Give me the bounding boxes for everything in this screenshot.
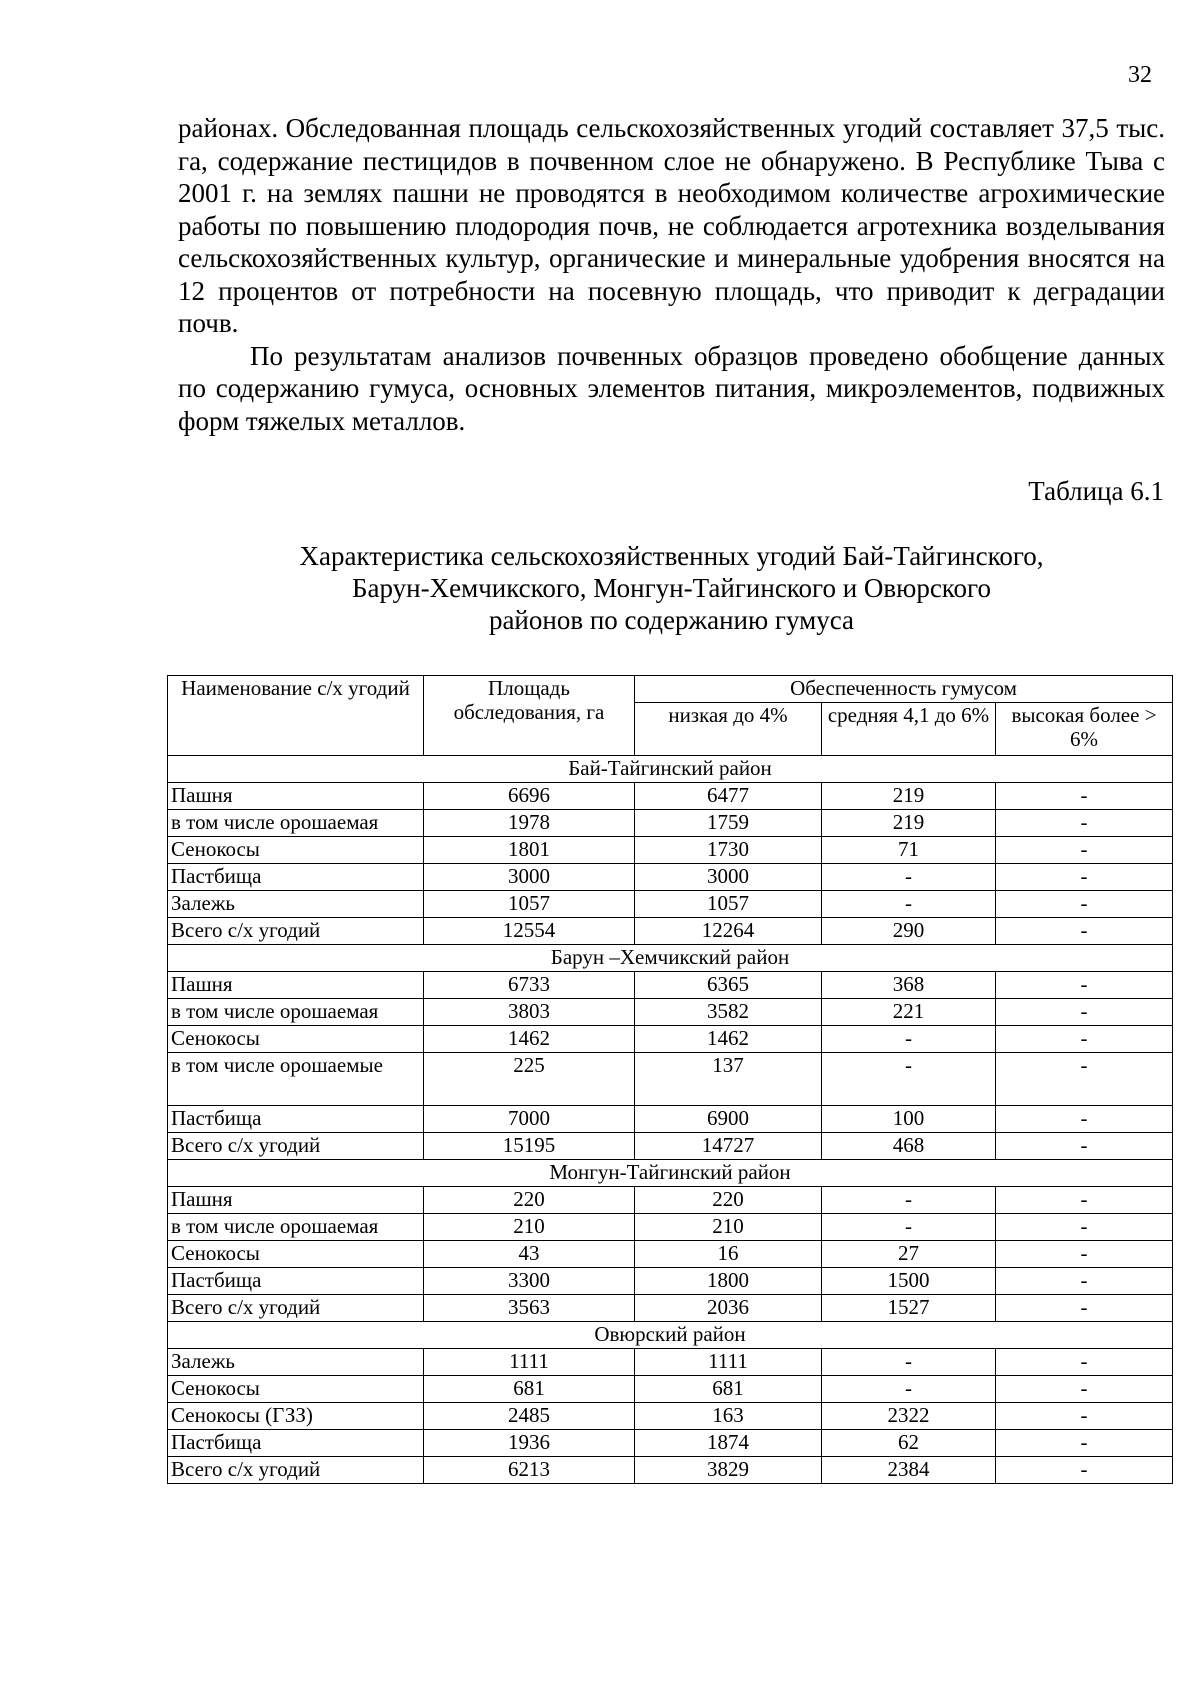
row-value: 468: [822, 1133, 996, 1160]
header-high: высокая более > 6%: [996, 703, 1173, 756]
row-value: 1462: [635, 1026, 822, 1053]
row-value: -: [996, 837, 1173, 864]
row-value: 1111: [635, 1349, 822, 1376]
table-row: [168, 1403, 1173, 1430]
header-area: Площадь обследования, га: [424, 676, 635, 756]
row-value: -: [822, 1026, 996, 1053]
table-row: [168, 1026, 1173, 1053]
row-value: 71: [822, 837, 996, 864]
row-value: -: [996, 1430, 1173, 1457]
row-value: 15195: [424, 1133, 635, 1160]
row-value: -: [996, 918, 1173, 945]
row-value: 3582: [635, 999, 822, 1026]
row-label: Сенокосы: [168, 1026, 424, 1053]
row-value: 7000: [424, 1106, 635, 1133]
table-row: [168, 1241, 1173, 1268]
row-value: 681: [424, 1376, 635, 1403]
row-value: 220: [635, 1187, 822, 1214]
header-humus-group: Обеспеченность гумусом: [635, 676, 1173, 703]
row-value: 1730: [635, 837, 822, 864]
row-value: -: [822, 1187, 996, 1214]
row-value: -: [996, 783, 1173, 810]
row-value: 368: [822, 972, 996, 999]
table-row: [168, 1214, 1173, 1241]
row-value: 6696: [424, 783, 635, 810]
table-label: Таблица 6.1: [1028, 476, 1164, 506]
row-label: Всего с/х угодий: [168, 1457, 424, 1484]
table-title: [178, 540, 1165, 636]
row-label: Пастбища: [168, 1106, 424, 1133]
row-value: 219: [822, 810, 996, 837]
header-medium: средняя 4,1 до 6%: [822, 703, 996, 756]
table-title-line: Характеристика сельскохозяйственных угодий Бай-Тайгинского,: [299, 541, 1044, 571]
row-value: 6900: [635, 1106, 822, 1133]
table-row: [168, 1133, 1173, 1160]
row-label: Сенокосы: [168, 1376, 424, 1403]
row-value: 219: [822, 783, 996, 810]
row-label: Пашня: [168, 1187, 424, 1214]
row-label: Пастбища: [168, 1430, 424, 1457]
table-row: [168, 1187, 1173, 1214]
section-row: [168, 1160, 1173, 1187]
row-value: -: [822, 1349, 996, 1376]
table-row: [168, 1430, 1173, 1457]
section-title: Барун –Хемчикский район: [168, 945, 1173, 972]
row-value: -: [996, 1349, 1173, 1376]
row-value: 12264: [635, 918, 822, 945]
table-row: [168, 918, 1173, 945]
row-value: 14727: [635, 1133, 822, 1160]
row-value: 62: [822, 1430, 996, 1457]
paragraph: районах. Обследованная площадь сельскохозяйственных угодий составляет 37,5 тыс. га, содержание пестицидов в почвенном слое не обнаружено. В Республике Тыва с 2001 г. на землях пашни не проводятся в необходимом количестве агрохимические работы по повышению плодородия почв, не соблюдается агротехника возделывания сельскохозяйственных культур, органические и минеральные удобрения вносятся на 12 процентов от потребности на посевную площадь, что приводит к деградации почв.: [178, 113, 1165, 338]
row-value: -: [996, 1241, 1173, 1268]
row-value: 210: [424, 1214, 635, 1241]
row-value: 210: [635, 1214, 822, 1241]
row-value: -: [996, 1457, 1173, 1484]
row-label: Пашня: [168, 783, 424, 810]
row-value: 1874: [635, 1430, 822, 1457]
row-value: -: [996, 810, 1173, 837]
row-label: Всего с/х угодий: [168, 1295, 424, 1322]
row-value: -: [822, 1214, 996, 1241]
table-row: [168, 972, 1173, 999]
row-value: 1500: [822, 1268, 996, 1295]
row-value: -: [996, 1187, 1173, 1214]
row-value: 1527: [822, 1295, 996, 1322]
row-label: Сенокосы: [168, 1241, 424, 1268]
row-value: 1462: [424, 1026, 635, 1053]
row-label: в том числе орошаемые: [168, 1053, 424, 1106]
row-value: -: [996, 1106, 1173, 1133]
row-label: Сенокосы (ГЗЗ): [168, 1403, 424, 1430]
table-body: [168, 756, 1173, 1484]
row-value: 1936: [424, 1430, 635, 1457]
page-number: 32: [1128, 62, 1152, 88]
table-row: [168, 891, 1173, 918]
row-value: 6365: [635, 972, 822, 999]
row-value: -: [996, 1026, 1173, 1053]
row-value: -: [996, 864, 1173, 891]
table-title-line: Барун-Хемчикского, Монгун-Тайгинского и Овюрского: [352, 573, 991, 603]
row-label: Залежь: [168, 891, 424, 918]
table-row: [168, 1349, 1173, 1376]
table-row: [168, 1268, 1173, 1295]
row-value: -: [996, 1403, 1173, 1430]
table-row: [168, 1376, 1173, 1403]
row-value: 1111: [424, 1349, 635, 1376]
row-value: 1978: [424, 810, 635, 837]
table-title-line: районов по содержанию гумуса: [488, 605, 855, 635]
row-value: 43: [424, 1241, 635, 1268]
row-value: 3300: [424, 1268, 635, 1295]
row-value: 1759: [635, 810, 822, 837]
section-row: [168, 1322, 1173, 1349]
row-value: 163: [635, 1403, 822, 1430]
row-value: -: [996, 1295, 1173, 1322]
row-value: 2036: [635, 1295, 822, 1322]
table-row: [168, 999, 1173, 1026]
row-label: в том числе орошаемая: [168, 999, 424, 1026]
row-value: 6477: [635, 783, 822, 810]
paragraph: По результатам анализов почвенных образцов проведено обобщение данных по содержанию гумуса, основных элементов питания, микроэлементов, подвижных форм тяжелых металлов.: [178, 340, 1165, 436]
row-label: Всего с/х угодий: [168, 918, 424, 945]
row-value: 220: [424, 1187, 635, 1214]
row-value: -: [996, 1214, 1173, 1241]
row-value: 681: [635, 1376, 822, 1403]
table-row: [168, 1295, 1173, 1322]
row-label: Сенокосы: [168, 837, 424, 864]
row-value: 1801: [424, 837, 635, 864]
section-title: Бай-Тайгинский район: [168, 756, 1173, 783]
row-value: -: [996, 891, 1173, 918]
row-value: 3563: [424, 1295, 635, 1322]
table-row: [168, 837, 1173, 864]
row-value: -: [996, 1268, 1173, 1295]
header-low: низкая до 4%: [635, 703, 822, 756]
row-label: в том числе орошаемая: [168, 810, 424, 837]
row-value: 225: [424, 1053, 635, 1106]
section-row: [168, 756, 1173, 783]
table-row: [168, 810, 1173, 837]
row-value: 1057: [424, 891, 635, 918]
section-title: Овюрский район: [168, 1322, 1173, 1349]
row-value: 16: [635, 1241, 822, 1268]
row-value: 1057: [635, 891, 822, 918]
row-value: 3000: [424, 864, 635, 891]
row-label: Пастбища: [168, 1268, 424, 1295]
row-value: -: [996, 972, 1173, 999]
row-label: Всего с/х угодий: [168, 1133, 424, 1160]
row-value: 6733: [424, 972, 635, 999]
humus-table: [167, 675, 1173, 1484]
row-label: Залежь: [168, 1349, 424, 1376]
row-value: -: [822, 864, 996, 891]
row-value: -: [822, 1053, 996, 1106]
table-row: [168, 783, 1173, 810]
table-row: [168, 864, 1173, 891]
row-value: 3803: [424, 999, 635, 1026]
section-title: Монгун-Тайгинский район: [168, 1160, 1173, 1187]
row-value: 2384: [822, 1457, 996, 1484]
row-value: -: [996, 999, 1173, 1026]
row-value: 2485: [424, 1403, 635, 1430]
row-value: 2322: [822, 1403, 996, 1430]
row-value: 137: [635, 1053, 822, 1106]
row-label: Пастбища: [168, 864, 424, 891]
row-value: 100: [822, 1106, 996, 1133]
row-value: 6213: [424, 1457, 635, 1484]
row-label: в том числе орошаемая: [168, 1214, 424, 1241]
row-value: -: [822, 1376, 996, 1403]
body-text: [178, 112, 1165, 437]
row-value: -: [822, 891, 996, 918]
header-name: Наименование с/х угодий: [168, 676, 424, 756]
section-row: [168, 945, 1173, 972]
table-row: [168, 1457, 1173, 1484]
row-value: -: [996, 1376, 1173, 1403]
row-label: Пашня: [168, 972, 424, 999]
table-row: [168, 1106, 1173, 1133]
row-value: -: [996, 1053, 1173, 1106]
table-row: [168, 1053, 1173, 1106]
row-value: 27: [822, 1241, 996, 1268]
row-value: -: [996, 1133, 1173, 1160]
row-value: 12554: [424, 918, 635, 945]
row-value: 3829: [635, 1457, 822, 1484]
row-value: 221: [822, 999, 996, 1026]
row-value: 290: [822, 918, 996, 945]
row-value: 1800: [635, 1268, 822, 1295]
row-value: 3000: [635, 864, 822, 891]
